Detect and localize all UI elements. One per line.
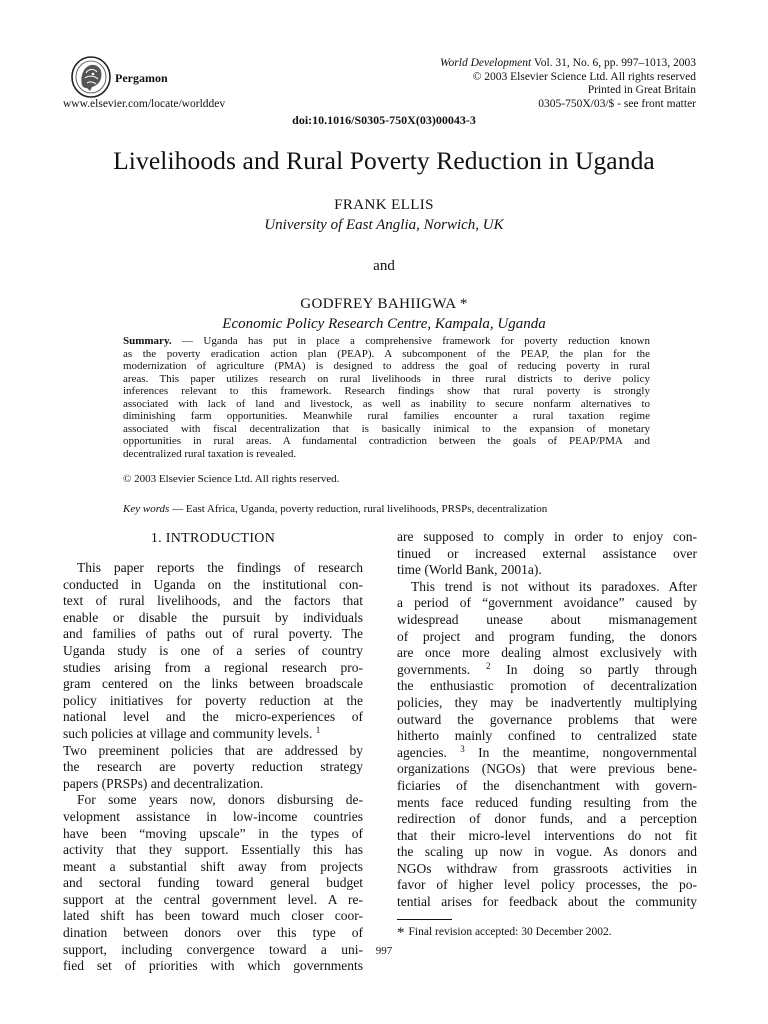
issn: 0305-750X/03/$ - see front matter — [538, 97, 696, 110]
text-line: This trend is not without its paradoxes. After — [411, 578, 697, 594]
text-line: meant a substantial shift away from projects — [63, 858, 363, 874]
text-line: of project and program funding, the donors — [397, 628, 697, 644]
abstract-copyright: © 2003 Elsevier Science Ltd. All rights reserved. — [123, 473, 340, 485]
text-line: velopment assistance in low-income countries — [63, 808, 363, 824]
text-line: tential arises for feedback about the community — [397, 894, 697, 910]
left-column — [63, 560, 363, 975]
elsevier-tree-logo-icon — [70, 55, 112, 99]
text-line: redirection of donor funds, and a perception — [397, 811, 697, 827]
abstract-line: areas. This paper utilizes research on rural livelihoods in three rural districts to derive policy — [123, 372, 650, 385]
doi[interactable]: doi:10.1016/S0305-750X(03)00043-3 — [292, 113, 476, 127]
text-line: hitherto mainly confined to centralized state — [397, 728, 697, 744]
text-line: tinued or increased external assistance over — [397, 545, 697, 561]
text-line: governments. $^2$ In doing so partly through — [397, 660, 697, 677]
text-line: fied set of priorities with which governments — [63, 958, 363, 974]
journal-info — [440, 57, 696, 111]
author-name: FRANK ELLIS — [334, 197, 434, 213]
text-line: dination between donors over this type of — [63, 925, 363, 941]
text-line: gram centered on the links between broadscale — [63, 676, 363, 692]
keywords-label: Key words — [123, 503, 170, 515]
journal-name: World Development — [440, 57, 532, 69]
text-line: lated shift has been toward much closer coor- — [63, 908, 363, 924]
footnote-ref[interactable]: 1 — [315, 724, 321, 735]
text-line: conducted in Uganda on the institutional con- — [63, 576, 363, 592]
text-line: Two preeminent policies that are addressed by — [63, 742, 363, 758]
abstract-line: as the poverty eradication action plan (PEAP). A subcomponent of the PEAP, the plan for the — [123, 347, 650, 360]
footnote-divider — [397, 919, 452, 920]
abstract-line: associated with fiscal decentralization that is basically inimical to the expansion of monetary — [123, 422, 650, 435]
text-line: and families of paths out of rural poverty. The — [63, 626, 363, 642]
text-line: a period of “government avoidance” caused by — [397, 595, 697, 611]
text-line: time (World Bank, 2001a). — [397, 562, 542, 578]
printed-in: Printed in Great Britain — [587, 84, 696, 97]
text-line: the research are poverty reduction strategy — [63, 759, 363, 775]
text-line: studies arising from a regional research pro- — [63, 659, 363, 675]
text-line: activity that they support. Essentially this has — [63, 842, 363, 858]
paper-title: Livelihoods and Rural Poverty Reduction in Uganda — [113, 146, 655, 175]
text-line: have been “moving upscale” in the types of — [63, 825, 363, 841]
text-line: the enthusiastic promotion of decentralization — [397, 678, 697, 694]
text-line: agencies. $^3$ In the meantime, nongovernmental — [397, 743, 698, 760]
text-line: widespread unease about mismanagement — [397, 611, 697, 627]
header-copyright: © 2003 Elsevier Science Ltd. All rights reserved — [472, 70, 696, 83]
abstract-line: Summary. — Uganda has put in place a comprehensive framework for poverty reduction known — [123, 335, 650, 347]
publisher-name: Pergamon — [115, 71, 168, 85]
text-line: support, including convergence toward a uni- — [63, 941, 363, 957]
keywords-text: — East Africa, Uganda, poverty reduction, rural livelihoods, PRSPs, decentralization — [169, 503, 548, 515]
text-line: ficiaries of the disenchantment with govern- — [397, 777, 697, 793]
text-line: For some years now, donors disbursing de- — [77, 792, 363, 808]
journal-citation — [440, 57, 696, 71]
keywords — [123, 503, 547, 515]
right-column — [397, 529, 697, 911]
text-line: that their micro-level interventions do not fit — [397, 827, 697, 843]
text-line: NGOs withdraw from grassroots activities in — [397, 860, 697, 876]
author-conjunction: and — [373, 258, 395, 274]
footnote-ref[interactable]: 2 — [485, 660, 491, 671]
text-line: the scaling up now in vogue. As donors and — [397, 844, 697, 860]
text-line: outward the governance problems that were — [397, 711, 697, 727]
text-line: support at the central government level. A re- — [63, 891, 363, 907]
abstract-line: diminishing farm opportunities. Meanwhile rural families encounter a rural taxation regime — [123, 410, 650, 422]
text-line: national level and the micro-experiences of — [63, 709, 363, 725]
text-line: are supposed to comply in order to enjoy con- — [397, 529, 697, 544]
abstract-line: associated with lack of land and livestock, as well as inability to secure nonfarm alternatives to — [123, 397, 650, 410]
text-line: are once more dealing almost exclusively with — [397, 645, 697, 661]
text-line: text of rural livelihoods, and the factors that — [63, 593, 363, 609]
text-line: favor of higher level policy processes, the po- — [397, 877, 697, 893]
text-line: such policies at village and community levels. $^1$ — [63, 724, 321, 741]
text-line: and sectoral funding toward general budget — [63, 875, 363, 891]
abstract — [123, 335, 650, 460]
author-name: GODFREY BAHIIGWA * — [300, 296, 468, 312]
text-line: papers (PRSPs) and decentralization. — [63, 775, 264, 791]
page-number: 997 — [375, 945, 393, 957]
abstract-line: modernization of agriculture (PMA) is designed to address the goal of reducing poverty in rural — [123, 360, 650, 372]
abstract-line: inferences relevant to this framework. Research findings show that rural poverty is strongly — [123, 385, 650, 397]
footnote-ref[interactable]: 3 — [460, 743, 465, 754]
text-line: ments face reduced funding resulting from the — [397, 794, 697, 810]
journal-url[interactable]: www.elsevier.com/locate/worlddev — [63, 98, 226, 110]
text-line: enable or disable the pursuit by individuals — [63, 609, 363, 625]
text-line: This paper reports the findings of research — [77, 560, 363, 575]
footnote — [397, 925, 612, 942]
author-affiliation: University of East Anglia, Norwich, UK — [264, 217, 504, 233]
text-line: policies, they may be inadvertently multiplying — [397, 694, 697, 710]
text-line: organizations (NGOs) that were previous bene- — [397, 761, 697, 777]
abstract-label: Summary. — [123, 335, 172, 347]
abstract-line: decentralized rural taxation is revealed. — [123, 447, 297, 460]
footnote-mark: * — [397, 925, 405, 941]
author-affiliation: Economic Policy Research Centre, Kampala, Uganda — [222, 316, 546, 332]
section-heading: 1. INTRODUCTION — [150, 531, 276, 546]
text-line: policy initiatives for poverty reduction at the — [63, 692, 363, 708]
abstract-line: opportunities in rural areas. A fundamental contradiction between the goals of PEAP/PMA and — [123, 435, 650, 447]
text-line: Uganda study is one of a series of country — [63, 642, 363, 658]
footnote-text: Final revision accepted: 30 December 2002. — [408, 926, 612, 938]
journal-details: Vol. 31, No. 6, pp. 997–1013, 2003 — [531, 57, 696, 69]
